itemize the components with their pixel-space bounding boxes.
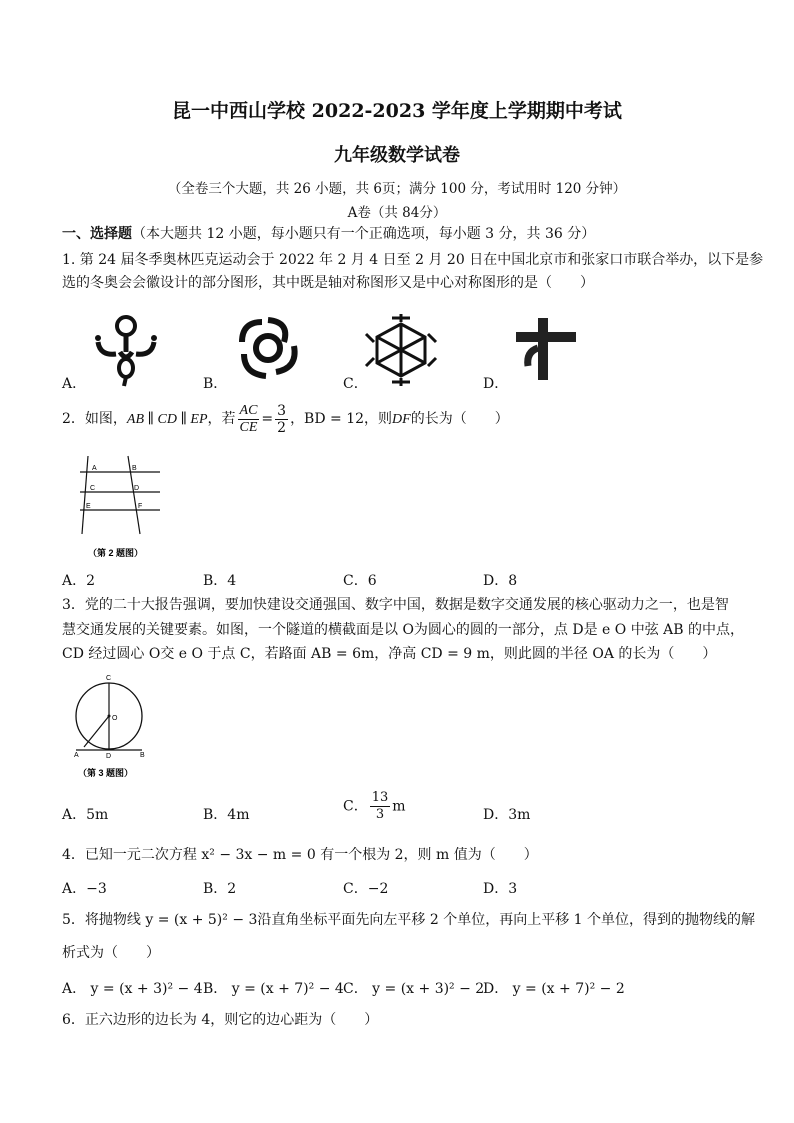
q2-if: ，若	[207, 411, 236, 427]
volume-label: A卷（共 84分）	[347, 205, 447, 221]
q3-line2: 慧交通发展的关键要素。如图，一个隧道的横截面是以 O为圆心的圆的一部分，点 D是 e O 中弦 AB 的中点，	[62, 622, 745, 638]
q3-opt-c-num: 13	[371, 790, 389, 805]
q1-option-c: C．	[343, 376, 368, 392]
q4-option-b: B．2	[203, 881, 237, 897]
q2-caption: （第 2 题图）	[88, 548, 144, 558]
q2-val-den: 2	[277, 419, 287, 436]
q2-val-num: 3	[277, 402, 287, 419]
q1-figure-a	[90, 312, 162, 388]
section-desc: （本大题共 12 小题，每小题只有一个正确选项，每小题 3 分，共 36 分）	[132, 226, 596, 242]
q3-option-c	[343, 790, 406, 823]
q3-option-c-fraction	[370, 790, 391, 823]
q3-opt-c-unit: m	[392, 798, 406, 815]
q3-figure	[68, 672, 158, 782]
q5-option-c: C． y = (x + 3)² − 2	[343, 981, 485, 997]
q2-fig-label-f: F	[138, 503, 143, 510]
q2-option-d: D．8	[483, 573, 518, 589]
q6-stem: 6．正六边形的边长为 4，则它的边心距为（ ）	[62, 1012, 379, 1028]
q5-option-d: D． y = (x + 7)² − 2	[483, 981, 625, 997]
q1-option-d: D．	[483, 376, 509, 392]
q4-option-a: A．−3	[62, 881, 107, 897]
q4-stem: 4．已知一元二次方程 x² − 3x − m = 0 有一个根为 2，则 m 值为（ ）	[62, 847, 538, 863]
q2-bd: ，BD = 12，则	[290, 411, 393, 427]
q2-fig-label-c: C	[90, 485, 96, 492]
q2-parallel: AB ∥ CD ∥ EP	[126, 412, 208, 427]
q2-figure	[70, 452, 170, 562]
q3-option-c-label: C．	[343, 798, 368, 815]
q2-value-fraction	[275, 403, 288, 436]
q4-option-d: D．3	[483, 881, 518, 897]
q4-option-c: C．−2	[343, 881, 389, 897]
q5-option-b: B． y = (x + 7)² − 4	[203, 981, 344, 997]
q3-opt-c-den: 3	[375, 807, 385, 822]
q2-option-c: C．6	[343, 573, 377, 589]
q1-option-a: A．	[62, 376, 87, 392]
q5-line1: 5．将抛物线 y = (x + 5)² − 3沿直角坐标平面先向左平移 2 个单位，再向上平移 1 个单位，得到的抛物线的解	[62, 912, 756, 928]
q2-option-a: A．2	[62, 573, 96, 589]
q3-fig-label-d: D	[106, 753, 112, 760]
q1-figure-d	[506, 318, 578, 382]
exam-title: 昆一中西山学校 2022-2023 学年度上学期期中考试	[172, 100, 622, 122]
q1-line1: 1. 第 24 届冬季奥林匹克运动会于 2022 年 2 月 4 日至 2 月 20 日在中国北京市和张家口市联合举办，以下是参	[62, 252, 764, 268]
q2-prefix: 2．如图，	[62, 411, 127, 427]
q5-line2: 析式为（ ）	[62, 945, 160, 961]
q2-frac-num: AC	[239, 402, 258, 418]
q2-option-b: B．4	[203, 573, 237, 589]
q3-line3: CD 经过圆心 O交 e O 于点 C，若路面 AB = 6m，净高 CD = 9 m，则此圆的半径 OA 的长为（ ）	[62, 646, 717, 662]
q3-fig-label-o: O	[112, 715, 118, 722]
q5-option-a: A． y = (x + 3)² − 4	[62, 981, 203, 997]
exam-info: （全卷三个大题，共 26 小题，共 6页；满分 100 分，考试用时 120 分钟）	[167, 181, 627, 197]
q3-option-d: D．3m	[483, 807, 531, 823]
q2-fig-label-b: B	[132, 465, 137, 472]
q2-eq: =	[261, 411, 274, 427]
q2-stem	[62, 399, 509, 440]
section-heading	[62, 224, 595, 244]
q3-fig-label-a: A	[74, 752, 79, 759]
q1-option-b: B．	[203, 376, 228, 392]
q1-line2: 选的冬奥会会徽设计的部分图形，其中既是轴对称图形又是中心对称图形的是（ ）	[62, 275, 594, 291]
q3-caption: （第 3 题图）	[78, 768, 134, 778]
q1-figure-b	[232, 312, 304, 384]
q2-frac-den: CE	[239, 419, 258, 435]
q3-fig-label-b: B	[140, 752, 145, 759]
q1-figure-c	[362, 312, 440, 386]
exam-subtitle: 九年级数学试卷	[334, 145, 460, 166]
q2-fig-label-e: E	[86, 503, 91, 510]
q3-fig-label-c: C	[106, 675, 112, 682]
q2-fig-label-a: A	[92, 465, 97, 472]
section-label: 一、选择题	[62, 226, 132, 242]
q3-line1: 3．党的二十大报告强调，要加快建设交通强国、数字中国，数据是数字交通发展的核心驱动力之一，也是智	[62, 597, 729, 613]
q2-ratio-fraction	[238, 403, 260, 436]
q3-option-b: B．4m	[203, 807, 250, 823]
q2-fig-label-d: D	[134, 485, 140, 492]
q2-suffix: 的长为（ ）	[410, 411, 509, 427]
q2-df: DF	[392, 412, 411, 427]
q3-option-a: A．5m	[62, 807, 109, 823]
